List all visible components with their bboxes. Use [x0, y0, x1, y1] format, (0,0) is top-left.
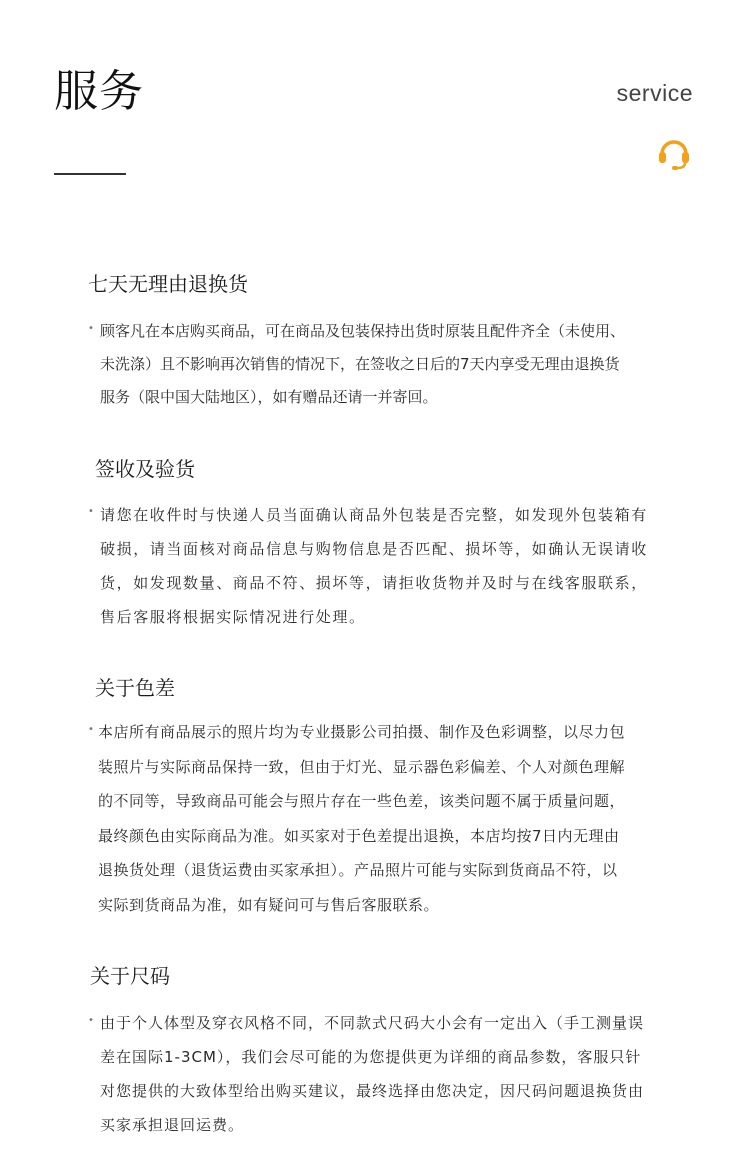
- section-body: 顾客凡在本店购买商品，可在商品及包装保持出货时原装且配件齐全（未使用、 未洗涤）且不影响再次销售的情况下，在签收之日后的7天内享受无理由退换货 服务（限中国大陆地区），如有赠品还请一并寄回。: [100, 322, 626, 406]
- page-title: 服务: [54, 66, 144, 117]
- bullet-dot: •: [88, 724, 94, 735]
- bullet-dot: •: [88, 323, 94, 334]
- bullet-dot: •: [88, 1015, 94, 1026]
- bullet-dot: •: [88, 506, 94, 517]
- title-underline: [54, 173, 126, 175]
- section-body: 由于个人体型及穿衣风格不同，不同款式尺码大小会有一定出入（手工测量误 差在国际1-3CM），我们会尽可能的为您提供更为详细的商品参数，客服只针 对您提供的大致体型给出购买建议，最终选择由您决定，因尺码问题退换货由 买家承担退回运费。: [100, 1014, 645, 1134]
- section-title: 关于色差: [95, 676, 175, 700]
- section-title: 七天无理由退换货: [88, 272, 248, 296]
- headset-icon: [656, 134, 692, 174]
- section-body: 请您在收件时与快递人员当面确认商品外包装是否完整，如发现外包装箱有 破损，请当面核对商品信息与购物信息是否匹配、损坏等，如确认无误请收 货，如发现数量、商品不符、损坏等，请拒收货物并及时与在线客服联系， 售后客服将根据实际情况进行处理。: [100, 506, 648, 626]
- page-subtitle: service: [616, 80, 693, 106]
- section-body: 本店所有商品展示的照片均为专业摄影公司拍摄、制作及色彩调整，以尽力包 装照片与实际商品保持一致，但由于灯光、显示器色彩偏差、个人对颜色理解 的不同等，导致商品可能会与照片存在一些色差，该类问题不属于质量问题， 最终颜色由实际商品为准。如买家对于色差提出退换，本店均按7日内无理由 退换货处理（退货运费由买家承担）。产品照片可能与实际到货商品不符，以 实际到货商品为准，如有疑问可与售后客服联系。: [98, 723, 626, 914]
- section-title: 关于尺码: [90, 964, 170, 988]
- section-title: 签收及验货: [95, 457, 195, 481]
